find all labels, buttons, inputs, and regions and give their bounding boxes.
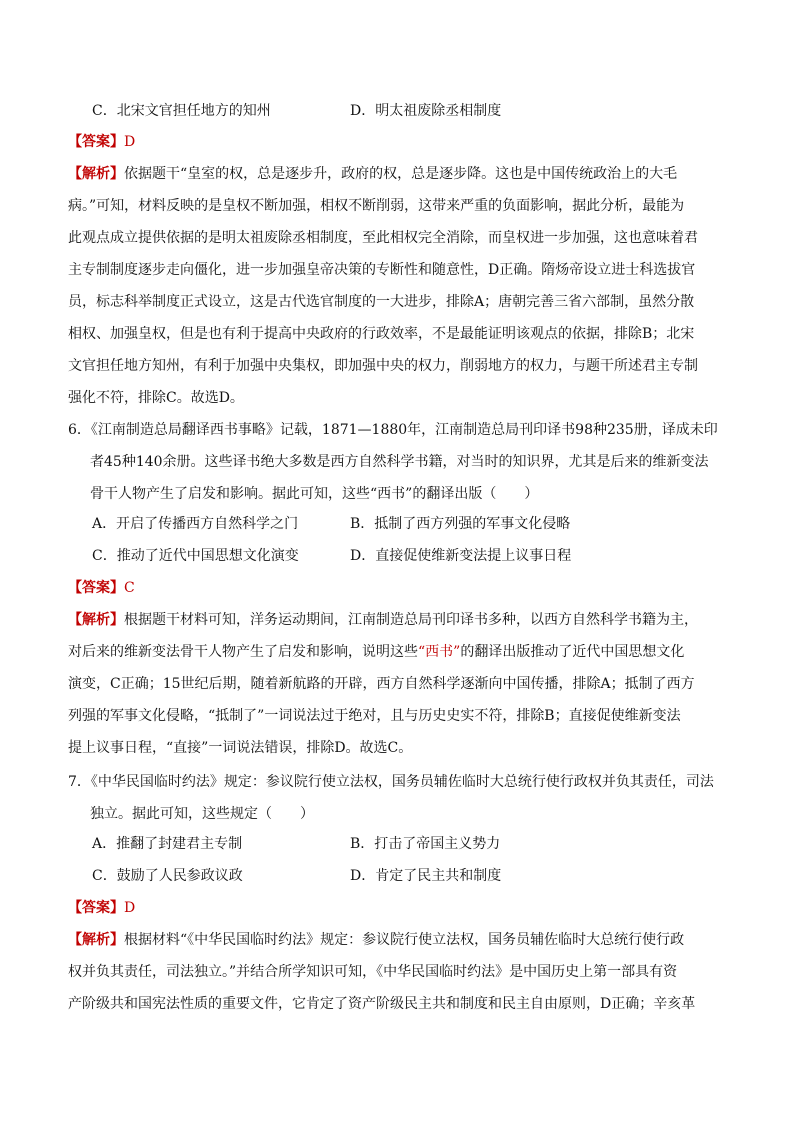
answer-tag: 【答案】 [68,900,124,916]
q6-analysis-line-2-pre: 对后来的维新变法骨干人物产生了启发和影响，说明这些 [68,644,418,660]
q6-analysis-line-5: 提上议事日程，“直接”一词说法错误，排除D。故选C。 [68,740,413,756]
q6-analysis-line-1: 根据题干材料可知，洋务运动期间，江南制造总局刊印译书多种，以西方自然科学书籍为主， [124,612,698,628]
q7-option-a: A．推翻了封建君主专制 [92,836,243,852]
q6-analysis [68,604,728,764]
q6-analysis-line-2-post: 的翻译出版推动了近代中国思想文化 [460,644,685,660]
q5-analysis-line-4: 主专制制度逐步走向僵化，进一步加强皇帝决策的专断性和随意性，D正确。隋炀帝设立进士科选拔官 [68,262,696,278]
q5-analysis-line-2: 病。”可知，材料反映的是皇权不断加强，相权不断削弱，这带来严重的负面影响，据此分析，最能为 [68,198,685,214]
q7-stem-line-1: 7．《中华民国临时约法》规定：参议院行使立法权，国务员辅佐临时大总统行使行政权并负其责任，司法 [68,774,714,790]
q5-analysis-line-8: 强化不符，排除C。故选D。 [68,390,244,406]
answer-value: D [124,134,136,150]
q7-analysis-line-3: 产阶级共和国宪法性质的重要文件，它肯定了资产阶级民主共和制度和民主自由原则，D正确；辛亥革 [68,996,696,1012]
q5-analysis-line-7: 文官担任地方知州，有利于加强中央集权，即加强中央的权力，削弱地方的权力，与题干所述君主专制 [68,358,698,374]
q6-answer [68,572,728,604]
q5-analysis-line-1: 依据题干“皇室的权，总是逐步升，政府的权，总是逐步降。这也是中国传统政治上的大毛 [124,166,678,182]
analysis-tag: 【解析】 [68,166,124,182]
q5-analysis-line-6: 相权、加强皇权，但是也有利于提高中央政府的行政效率，不是最能证明该观点的依据，排除B；北宋 [68,326,695,342]
q6-option-c: C．推动了近代中国思想文化演变 [92,548,299,564]
q5-answer [68,126,728,158]
q5-analysis-line-5: 员，标志科举制度正式设立，这是古代选官制度的一大进步，排除A；唐朝完善三省六部制，虽然分散 [68,294,695,310]
q6-analysis-line-3: 演变，C正确；15世纪后期，随着新航路的开辟，西方自然科学逐渐向中国传播，排除A；抵制了西方 [68,676,695,692]
highlighted-term: “西书” [418,644,461,660]
q7-option-c: C．鼓励了人民参政议政 [92,868,243,884]
q6-stem-line-3: 骨干人物产生了启发和影响。据此可知，这些“西书”的翻译出版（ ） [90,486,539,502]
answer-value: C [124,580,135,596]
q6-option-d: D．直接促使维新变法提上议事日程 [350,548,572,564]
q6-stem [68,414,728,510]
answer-tag: 【答案】 [68,580,124,596]
answer-tag: 【答案】 [68,134,124,150]
q6-option-b: B．抵制了西方列强的军事文化侵略 [350,516,571,532]
q6-stem-line-2: 者45种140余册。这些译书绝大多数是西方自然科学书籍，对当时的知识界，尤其是后来的维新变法 [90,454,709,470]
q7-analysis-line-2: 权并负其责任，司法独立。”并结合所学知识可知，《中华民国临时约法》是中国历史上第一部具有资 [68,964,678,980]
q7-option-b: B．打击了帝国主义势力 [350,836,501,852]
q7-stem [68,766,728,830]
q7-analysis [68,924,728,1020]
q7-analysis-line-1: 根据材料“《中华民国临时约法》规定：参议院行使立法权，国务员辅佐临时大总统行使行政 [124,932,685,948]
q6-stem-line-1: 6．《江南制造总局翻译西书事略》记载，1871—1880年，江南制造总局刊印译书98种235册，译成未印 [68,422,718,438]
analysis-tag: 【解析】 [68,612,124,628]
q7-option-d: D．肯定了民主共和制度 [350,868,502,884]
q6-option-a: A．开启了传播西方自然科学之门 [92,516,299,532]
q7-answer [68,892,728,924]
q7-stem-line-2: 独立。据此可知，这些规定（ ） [90,806,314,822]
q6-analysis-line-4: 列强的军事文化侵略，“抵制了”一词说法过于绝对，且与历史史实不符，排除B；直接促使维新变法 [68,708,681,724]
analysis-tag: 【解析】 [68,932,124,948]
q5-analysis [68,158,728,414]
answer-value: D [124,900,136,916]
q5-option-c: C．北宋文官担任地方的知州 [92,103,271,119]
q5-analysis-line-3: 此观点成立提供依据的是明太祖废除丞相制度，至此相权完全消除，而皇权进一步加强，这也意味着君 [68,230,698,246]
q5-option-d: D．明太祖废除丞相制度 [350,103,502,119]
